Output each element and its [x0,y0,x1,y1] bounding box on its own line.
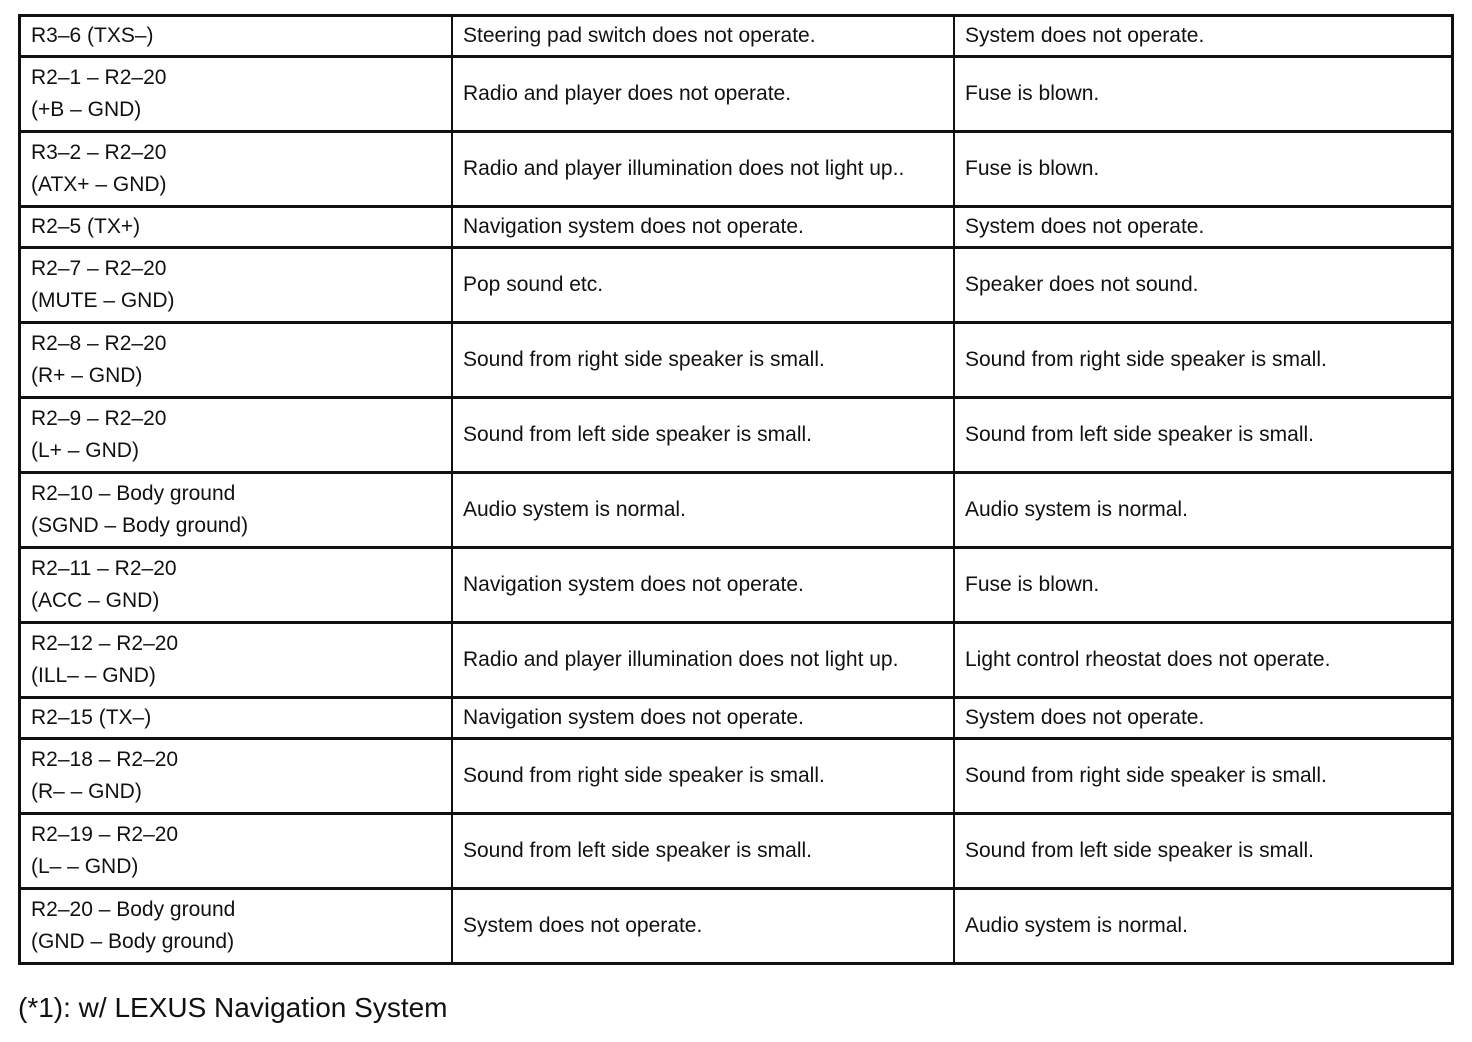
terminal-inspection-table [18,14,1454,965]
result-cell: Fuse is blown. [954,548,1453,623]
symptom-cell: Steering pad switch does not operate. [452,16,954,57]
table-row [20,623,1453,698]
symptom-cell: Navigation system does not operate. [452,548,954,623]
terminal-cell [20,132,453,207]
terminal-label: R2–18 – R2–20 [31,748,179,771]
symptom-cell: Radio and player does not operate. [452,57,954,132]
terminal-label: (L– – GND) [31,855,139,878]
table-row [20,473,1453,548]
terminal-label: R2–8 – R2–20 [31,332,167,355]
terminal-label: R2–11 – R2–20 [31,557,177,580]
symptom-cell: Sound from right side speaker is small. [452,323,954,398]
table-row [20,889,1453,964]
symptom-cell: Sound from left side speaker is small. [452,398,954,473]
table-row [20,323,1453,398]
terminal-label: (SGND – Body ground) [31,514,249,537]
result-cell: Speaker does not sound. [954,248,1453,323]
terminal-cell [20,57,453,132]
terminal-label: (GND – Body ground) [31,930,235,953]
table-row [20,814,1453,889]
terminal-label: R2–1 – R2–20 [31,66,167,89]
table-row [20,16,1453,57]
terminal-cell [20,248,453,323]
symptom-cell: Pop sound etc. [452,248,954,323]
result-cell: Fuse is blown. [954,57,1453,132]
terminal-label: R2–9 – R2–20 [31,407,167,430]
symptom-cell: Audio system is normal. [452,473,954,548]
table-row [20,548,1453,623]
terminal-label: (MUTE – GND) [31,289,175,312]
symptom-cell: Navigation system does not operate. [452,698,954,739]
terminal-cell [20,398,453,473]
terminal-label: R2–7 – R2–20 [31,257,167,280]
terminal-cell [20,473,453,548]
result-cell: Audio system is normal. [954,889,1453,964]
terminal-cell [20,207,453,248]
table-row [20,207,1453,248]
result-cell: Sound from right side speaker is small. [954,323,1453,398]
terminal-label: R2–15 (TX–) [31,706,152,729]
result-cell: System does not operate. [954,16,1453,57]
table-row [20,398,1453,473]
terminal-label: R2–5 (TX+) [31,215,141,238]
table-row [20,698,1453,739]
table-row [20,739,1453,814]
result-cell: Light control rheostat does not operate. [954,623,1453,698]
result-cell: Sound from left side speaker is small. [954,398,1453,473]
table-row [20,248,1453,323]
result-cell: System does not operate. [954,207,1453,248]
table-row [20,132,1453,207]
terminal-cell [20,323,453,398]
terminal-label: (ILL– – GND) [31,664,156,687]
terminal-label: (+B – GND) [31,98,142,121]
symptom-cell: Radio and player illumination does not light up.. [452,132,954,207]
terminal-label: (L+ – GND) [31,439,139,462]
symptom-cell: System does not operate. [452,889,954,964]
symptom-cell: Navigation system does not operate. [452,207,954,248]
result-cell: Audio system is normal. [954,473,1453,548]
symptom-cell: Radio and player illumination does not light up. [452,623,954,698]
terminal-label: R2–10 – Body ground [31,482,236,505]
footnote: (*1): w/ LEXUS Navigation System [18,992,448,1023]
terminal-cell [20,889,453,964]
result-cell: Fuse is blown. [954,132,1453,207]
terminal-label: R3–6 (TXS–) [31,24,154,47]
terminal-table-container [18,14,1454,965]
terminal-cell [20,548,453,623]
table-body [20,16,1453,964]
terminal-label: R2–20 – Body ground [31,898,236,921]
result-cell: System does not operate. [954,698,1453,739]
symptom-cell: Sound from right side speaker is small. [452,739,954,814]
terminal-label: R2–19 – R2–20 [31,823,179,846]
terminal-label: R2–12 – R2–20 [31,632,179,655]
terminal-label: (R+ – GND) [31,364,143,387]
symptom-cell: Sound from left side speaker is small. [452,814,954,889]
terminal-cell [20,739,453,814]
result-cell: Sound from left side speaker is small. [954,814,1453,889]
terminal-cell [20,814,453,889]
terminal-cell [20,16,453,57]
terminal-label: R3–2 – R2–20 [31,141,167,164]
terminal-label: (R– – GND) [31,780,142,803]
terminal-label: (ATX+ – GND) [31,173,167,196]
result-cell: Sound from right side speaker is small. [954,739,1453,814]
terminal-label: (ACC – GND) [31,589,160,612]
table-row [20,57,1453,132]
terminal-cell [20,698,453,739]
terminal-cell [20,623,453,698]
